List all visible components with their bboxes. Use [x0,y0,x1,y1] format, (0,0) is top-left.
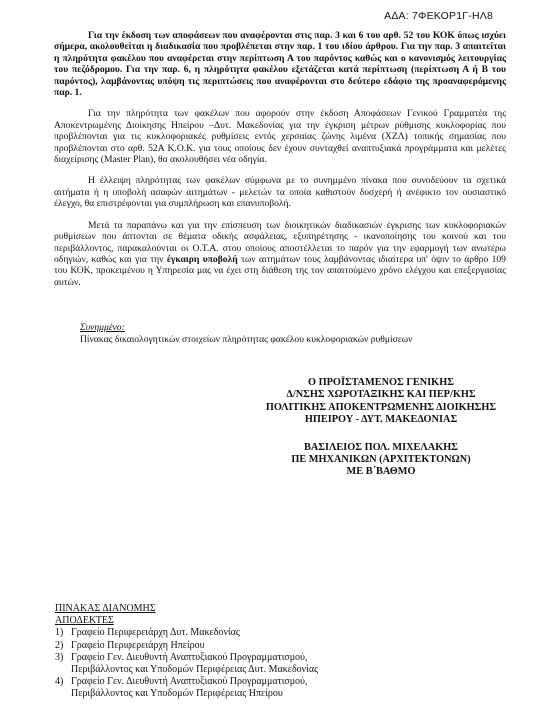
list-item-text: Γραφείο Περιφερειάρχη Δυτ. Μακεδονίας [71,627,240,639]
paragraph-completeness: Η έλλειψη πληρότητας των φακέλων σύμφωνα με το συνημμένο πίνακα που συνοδεύουν τα σχετικά αιτήματα ή η υποβολή ασαφών αιτημάτων - μελετών τα οποία καθιστούν δυσχερή ή ανέφικτο τον ουσιαστικό έλεγχο, θα επιστρέφονται για συμπλήρωση και επανυποβολή. [54,175,506,210]
list-item-text-continued: Περιβάλλοντος και Υποδομών Περιφέρειας Ηπείρου [71,688,283,700]
list-item-number: 4) [55,676,64,688]
list-item-number: 2) [55,639,64,651]
list-item-text: Γραφείο Γεν. Διευθυντή Αναπτυξιακού Προγραμματισμού, [71,651,308,663]
list-item [55,627,318,639]
paragraph-port-zone: Για την πληρότητα των φακέλων που αφορούν στην έκδοση Αποφάσεων Γενικού Γραμματέα της Αποκεντρωμένης Διοίκησης Ηπείρου –Δυτ. Μακεδονίας για την έγκριση μέτρων ρύθμισης κυκλοφορίας που προβλέπονται για τις κυκλοφοριακές ρυθμίσεις εντός χερσαίας ζώνης λιμένα (ΧΖΛ) τοπικής σημασίας που προβλέπονται στο αρθ. 52Α Κ.Ο.Κ. για τους οποίους δεν έχουν συνταχθεί αναπτυξιακά προγράμματα και μελέτες διαχείρισης (Master Plan), θα ακολουθήσει νέα οδηγία. [54,108,506,166]
signature-title-line: Δ/ΝΣΗΣ ΧΩΡΟΤΑΞΙΚΗΣ ΚΑΙ ΠΕΡ/ΚΗΣ [286,389,476,401]
paragraph-request [54,220,506,288]
signature-title-line: Ο ΠΡΟΪΣΤΑΜΕΝΟΣ ΓΕΝΙΚΗΣ [308,377,454,388]
list-item-number: 3) [55,651,64,663]
attachment-text: Πίνακας δικαιολογητικών στοιχείων πληρότητας φακέλου κυκλοφοριακών ρυθμίσεων [80,333,413,345]
recipients-heading: ΑΠΟΔΕΚΤΕΣ [55,615,114,627]
document-body [54,30,506,298]
ada-code: ΑΔΑ: 7ΦΕΚΟΡ1Γ-ΗΛ8 [384,10,493,22]
distribution-list [55,603,318,701]
distribution-title: ΠΙΝΑΚΑΣ ΔΙΑΝΟΜΗΣ [55,603,156,614]
signature-title-line: ΗΠΕΙΡΟΥ - ΔΥΤ. ΜΑΚΕΔΟΝΙΑΣ [304,414,458,426]
list-item-number: 1) [55,627,64,639]
timely-submission-emphasis: έγκαιρη υποβολή [166,253,238,265]
list-item-text: Γραφείο Γεν. Διευθυντή Αναπτυξιακού Προγραμματισμού, [71,676,308,688]
signatory-rank-line: ΜΕ Β΄ΒΑΘΜΟ [346,466,416,478]
paragraph-request-text-end: των αιτημάτων τους λαμβάνοντας ιδιαίτερα υπ' όψιν το άρθρο 109 του ΚΟΚ, προκειμένου η Υπηρεσία μας να έχει στη διάθεση της τον απαιτούμενο χρόνο ελέγχου και επεξεργασίας αυτών. [54,253,506,288]
attachment-heading: Συνημμένο: [80,322,125,333]
list-item-text-continued: Περιβάλλοντος και Υποδομών Περιφέρειας Δυτ. Μακεδονίας [71,664,319,676]
signatory-rank-line: ΠΕ ΜΗΧΑΝΙΚΩΝ (ΑΡΧΙΤΕΚΤΟΝΩΝ) [291,454,471,466]
signature-title-line: ΠΟΛΙΤΙΚΗΣ ΑΠΟΚΕΝΤΡΩΜΕΝΗΣ ΔΙΟΙΚΗΣΗΣ [265,401,497,413]
list-item [55,652,318,676]
paragraph-request-text: Μετά τα παραπάνω και για την επίσπευση των διοικητικών διαδικασιών έγκρισης των κυκλοφοριακών ρυθμίσεων που άπτονται σε θέματα οδικής ασφάλειας, εξυπηρέτησης - ικανοποίησης του κοινού και του περιβάλλοντος, παρακαλούνται οι Ο.Τ.Α. στου οποίους αποστέλλεται το παρόν για την εφαρμογή των ανωτέρω οδηγιών, καθώς και για την [54,219,506,265]
recipients-list [55,627,318,700]
list-item [55,676,318,700]
attachment-section [80,322,412,345]
list-item [55,640,318,652]
list-item-text: Γραφείο Περιφερειάρχη Ηπείρου [71,639,205,651]
paragraph-procedure: Για την έκδοση των αποφάσεων που αναφέρονται στις παρ. 3 και 6 του αρθ. 52 του ΚΟΚ όπως ισχύει σήμερα, ακολουθείται η διαδικασία που προβλέπεται στην παρ. 1 του ιδίου άρθρου. Για την παρ. 3 απαιτείται η πληρότητα φακέλου που αναφέρεται στην περίπτωση Α του παρόντος καθώς και ο κανονισμός λειτουργίας του πεζόδρομου. Για την παρ. 6, η πληρότητα φακέλου εξετάζεται κατά περίπτωση (περίπτωση Α ή Β του παρόντος), λαμβάνοντας υπόψη τις περιπτώσεις που αναφέρονται στο δεύτερο εδάφιο της προαναφερόμενης παρ. 1. [54,30,506,99]
signature-gap [250,427,512,442]
signatory-name: ΒΑΣΙΛΕΙΟΣ ΠΟΛ. ΜΙΧΕΛΑΚΗΣ [303,441,458,453]
signature-block [250,377,512,479]
